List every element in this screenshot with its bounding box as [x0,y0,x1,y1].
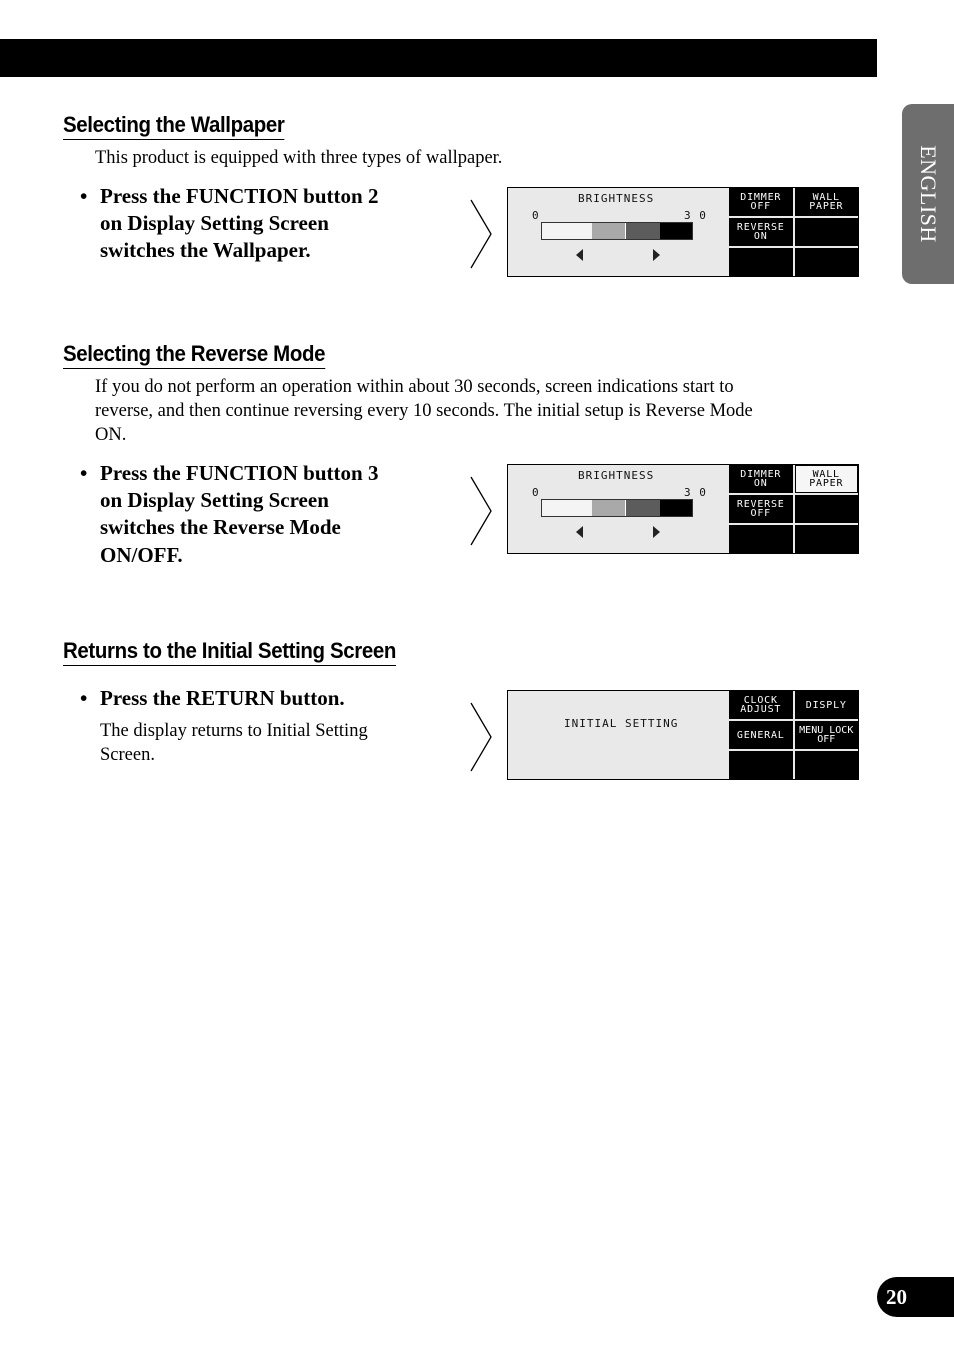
bullet-line: Press the RETURN button. [100,686,345,710]
function-button-4 [795,218,859,246]
section-title-return: Returns to the Initial Setting Screen [63,638,396,666]
paragraph-line: ON. [95,425,127,445]
sub-paragraph-line: Screen. [100,745,155,765]
function-button-5 [729,248,793,276]
function-button-2: WALL PAPER [795,188,859,216]
section-paragraph: This product is equipped with three types of wallpaper. [95,148,503,168]
display-screen-brightness [507,464,859,554]
bullet-dot: • [80,686,88,710]
scale-min: 0 [532,209,540,222]
function-button-2: WALL PAPER [795,465,859,493]
section-paragraph [95,375,835,447]
chevron-right-icon [469,475,493,547]
right-arrow-icon [653,249,660,261]
function-button-1: DIMMER OFF [729,188,793,216]
bullet-line: on Display Setting Screen [100,488,329,512]
function-button-5 [729,751,793,779]
page-number: 20 [877,1277,954,1317]
section-title-reverse-mode: Selecting the Reverse Mode [63,341,325,369]
function-button-grid [727,691,858,779]
scale-max: 3 0 [684,209,707,222]
left-arrow-icon [576,249,583,261]
header-bar [0,39,877,77]
function-button-6 [795,751,859,779]
chevron-right-icon [469,198,493,270]
brightness-slider [541,222,693,240]
right-arrow-icon [653,526,660,538]
bullet-dot: • [80,184,88,208]
function-button-6 [795,248,859,276]
section-title-wallpaper: Selecting the Wallpaper [63,112,284,140]
function-button-4 [795,495,859,523]
bullet-dot: • [80,461,88,485]
language-tab-label: ENGLISH [916,145,941,243]
brightness-label: BRIGHTNESS [578,469,655,482]
function-button-grid [727,465,858,553]
initial-setting-label: INITIAL SETTING [564,717,679,730]
paragraph-line: reverse, and then continue reversing every 10 seconds. The initial setup is Reverse Mode [95,401,753,421]
function-button-5 [729,525,793,553]
function-button-grid [727,188,858,276]
bullet-line: Press the FUNCTION button 2 [100,184,379,208]
function-button-2: DISPLY [795,691,859,719]
paragraph-line: If you do not perform an operation within about 30 seconds, screen indications start to [95,377,734,397]
chevron-right-icon [469,701,493,773]
function-button-4: MENU LOCK OFF [795,721,859,749]
function-button-1: CLOCK ADJUST [729,691,793,719]
bullet-line: ON/OFF. [100,543,183,567]
function-button-1: DIMMER ON [729,465,793,493]
brightness-slider [541,499,693,517]
left-arrow-icon [576,526,583,538]
sub-paragraph-line: The display returns to Initial Setting [100,721,368,741]
scale-max: 3 0 [684,486,707,499]
sub-paragraph [100,719,368,767]
function-button-3: REVERSE ON [729,218,793,246]
function-button-3: REVERSE OFF [729,495,793,523]
display-screen-initial-setting [507,690,859,780]
bullet-line: on Display Setting Screen [100,211,329,235]
bullet-line: Press the FUNCTION button 3 [100,461,379,485]
bullet-line: switches the Wallpaper. [100,238,311,262]
function-button-6 [795,525,859,553]
bullet-line: switches the Reverse Mode [100,515,341,539]
language-tab [902,104,954,284]
function-button-3: GENERAL [729,721,793,749]
display-screen-brightness [507,187,859,277]
scale-min: 0 [532,486,540,499]
brightness-label: BRIGHTNESS [578,192,655,205]
